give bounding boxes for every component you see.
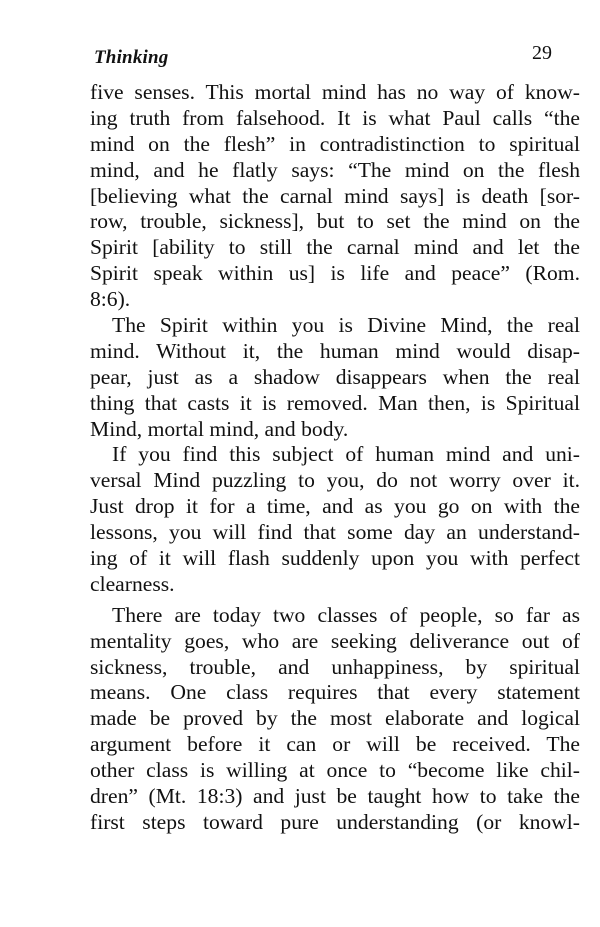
text-line: sickness, trouble, and unhappiness, by spiritual: [90, 654, 580, 679]
text-line: The Spirit within you is Divine Mind, the real: [112, 313, 580, 338]
text-line: 8:6).: [90, 287, 131, 312]
text-line: Just drop it for a time, and as you go on with the: [90, 494, 580, 519]
text-line: made be proved by the most elaborate and logical: [90, 706, 580, 731]
text-line: means. One class requires that every statement: [90, 680, 580, 705]
paragraph: [90, 80, 580, 313]
text-line: dren” (Mt. 18:3) and just be taught how to take the: [90, 784, 580, 809]
text-line: If you find this subject of human mind and uni-: [112, 442, 580, 467]
text-line: lessons, you will find that some day an understand-: [90, 520, 580, 545]
text-line: mentality goes, who are seeking deliverance out of: [90, 628, 580, 653]
text-line: versal Mind puzzling to you, do not worry over it.: [90, 468, 580, 493]
text-line: argument before it can or will be received. The: [90, 732, 580, 757]
text-line: ing of it will flash suddenly upon you with perfect: [90, 546, 580, 571]
body-text: [90, 80, 580, 836]
text-line: row, trouble, sickness], but to set the mind on the: [90, 209, 580, 234]
text-line: first steps toward pure understanding (or knowl-: [90, 809, 580, 834]
text-line: other class is willing at once to “become like chil-: [90, 758, 580, 783]
text-line: There are today two classes of people, so far as: [112, 602, 580, 627]
text-line: ing truth from falsehood. It is what Paul calls “the: [90, 105, 580, 130]
text-line: Spirit speak within us] is life and peace” (Rom.: [90, 261, 580, 286]
text-line: mind, and he flatly says: “The mind on the flesh: [90, 157, 580, 182]
text-line: pear, just as a shadow disappears when the real: [90, 364, 580, 389]
paragraph: [90, 603, 580, 836]
paragraph: [90, 442, 580, 597]
text-line: five senses. This mortal mind has no way of know-: [90, 80, 580, 104]
text-line: Mind, mortal mind, and body.: [90, 416, 349, 441]
text-line: [believing what the carnal mind says] is death [sor-: [90, 183, 580, 208]
text-line: mind. Without it, the human mind would disap-: [90, 338, 580, 363]
text-line: thing that casts it is removed. Man then, is Spiritual: [90, 390, 580, 415]
text-line: mind on the flesh” in contradistinction to spiritual: [90, 131, 580, 156]
running-head: Thinking: [94, 47, 169, 68]
text-line: clearness.: [90, 571, 175, 596]
text-line: Spirit [ability to still the carnal mind and let the: [90, 235, 580, 260]
page-number: 29: [532, 42, 552, 64]
paragraph: [90, 313, 580, 442]
